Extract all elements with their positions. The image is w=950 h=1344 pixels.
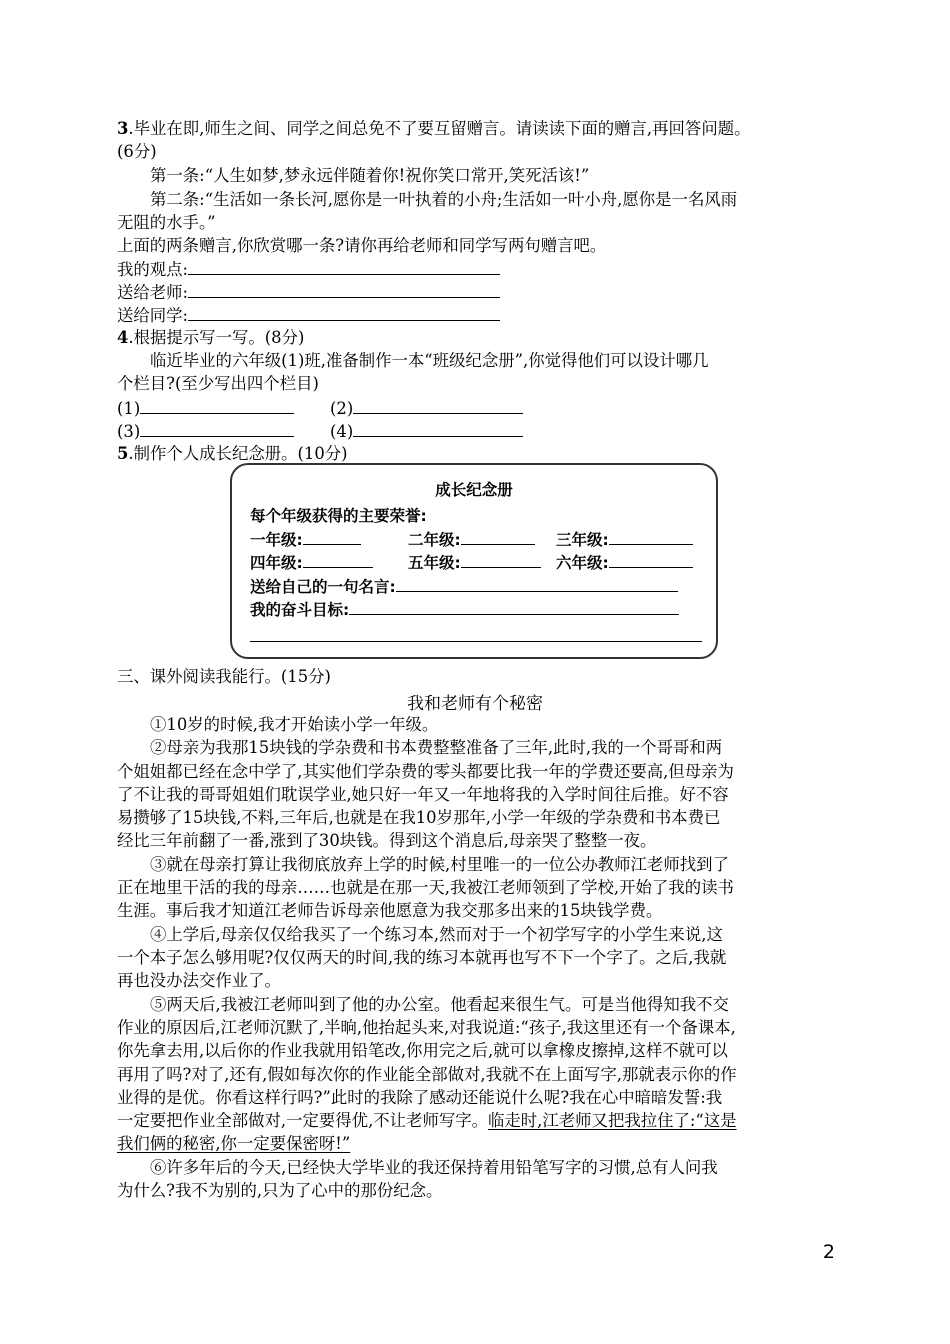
grade-2-label: 二年级: <box>408 531 461 549</box>
q3-message-2a: 第二条:“生活如一条长河,愿你是一叶执着的小舟;生活如一叶小舟,愿你是一名风雨 <box>150 190 738 209</box>
q3-view-label: 我的观点: <box>117 260 189 279</box>
q4-text: .根据提示写一写。(8分) <box>128 328 305 347</box>
grade-6-label: 六年级: <box>556 554 609 572</box>
grade-3-label: 三年级: <box>556 531 609 549</box>
grade-6-blank[interactable] <box>609 552 693 568</box>
passage-p2-1: ②母亲为我那15块钱的学杂费和书本费整整准备了三年,此时,我的一个哥哥和两 <box>150 738 723 757</box>
q3-teacher-label: 送给老师: <box>117 283 189 302</box>
q3-message-1: 第一条:“人生如梦,梦永远伴随着你!祝你笑口常开,笑死活该!” <box>150 166 590 185</box>
q4-item-1 <box>117 397 294 419</box>
q4-item-3-label: (3) <box>117 422 141 441</box>
passage-p6-1: ⑥许多年后的今天,已经快大学毕业的我还保持着用铅笔写字的习惯,总有人问我 <box>150 1158 718 1177</box>
passage-p4-3: 再也没办法交作业了。 <box>117 971 281 990</box>
q4-desc-a: 临近毕业的六年级(1)班,准备制作一本“班级纪念册”,你觉得他们可以设计哪几 <box>150 351 709 370</box>
q5-number: 5 <box>117 444 129 463</box>
booklet-honors-label: 每个年级获得的主要荣誉: <box>250 507 427 525</box>
q4-item-2 <box>330 397 523 419</box>
q3-classmate-blank[interactable] <box>188 304 500 321</box>
passage-p2-2: 个姐姐都已经在念中学了,其实他们学杂费的零头都要比我一年的学费还要高,但母亲为 <box>117 762 734 781</box>
q3-view-row <box>117 258 500 280</box>
q3-score: (6分) <box>117 142 157 161</box>
q3-prompt <box>117 118 751 139</box>
page-number: 2 <box>822 1241 835 1263</box>
q4-number: 4 <box>117 328 129 347</box>
q3-view-blank[interactable] <box>188 258 500 275</box>
passage-p3-3: 生涯。事后我才知道江老师告诉母亲他愿意为我交那多出来的15块钱学费。 <box>117 901 663 920</box>
passage-underlined-sentence-b: 我们俩的秘密,你一定要保密呀!” <box>117 1134 351 1153</box>
q3-question: 上面的两条赠言,你欣赏哪一条?请你再给老师和同学写两句赠言吧。 <box>117 236 607 255</box>
booklet-grade-6 <box>556 552 693 573</box>
booklet-title: 成长纪念册 <box>435 481 513 499</box>
passage-p5-2: 作业的原因后,江老师沉默了,半晌,他抬起头来,对我说道:“孩子,我这里还有一个备课本, <box>117 1018 736 1037</box>
q4-item-2-label: (2) <box>330 399 354 418</box>
q4-desc-b: 个栏目?(至少写出四个栏目) <box>117 374 319 393</box>
q4-item-4-blank[interactable] <box>353 420 523 437</box>
passage-p5-4: 再用了吗?对了,还有,假如每次你的作业能全部做对,我就不在上面写字,那就表示你的作 <box>117 1065 737 1084</box>
q5-text: .制作个人成长纪念册。(10分) <box>128 444 348 463</box>
q4-item-3-blank[interactable] <box>140 420 294 437</box>
booklet-goal <box>250 599 679 620</box>
passage-p5-5: 业得的是优。你看这样行吗?”此时的我除了感动还能说什么呢?我在心中暗暗发誓:我 <box>117 1088 723 1107</box>
passage-p5-1: ⑤两天后,我被江老师叫到了他的办公室。他看起来很生气。可是当他得知我不交 <box>150 995 729 1014</box>
growth-booklet-box <box>230 463 718 659</box>
motto-blank[interactable] <box>396 576 678 592</box>
passage-p5-7 <box>117 1133 350 1154</box>
passage-p5-3: 你先拿去用,以后你的作业我就用铅笔改,你用完之后,就可以拿橡皮擦掉,这样不就可以 <box>117 1041 728 1060</box>
passage-p5-6-plain: 一定要把作业全部做对,一定要得优,不让老师写字。 <box>117 1111 489 1130</box>
goal-blank[interactable] <box>349 599 679 615</box>
passage-p2-4: 易攒够了15块钱,不料,三年后,也就是在我10岁那年,小学一年级的学杂费和书本费已 <box>117 808 721 827</box>
section3-heading: 三、课外阅读我能行。(15分) <box>117 667 331 686</box>
booklet-grade-2 <box>408 529 535 550</box>
q4-item-1-label: (1) <box>117 399 141 418</box>
q3-classmate-label: 送给同学: <box>117 306 189 325</box>
booklet-grade-5 <box>408 552 541 573</box>
q3-classmate-row <box>117 304 500 326</box>
q3-text: .毕业在即,师生之间、同学之间总免不了要互留赠言。请读读下面的赠言,再回答问题。 <box>128 119 751 138</box>
q4-prompt <box>117 327 304 348</box>
passage-title: 我和老师有个秘密 <box>407 694 543 714</box>
passage-p2-5: 经比三年前翻了一番,涨到了30块钱。得到这个消息后,母亲哭了整整一夜。 <box>117 831 657 850</box>
q4-item-4-label: (4) <box>330 422 354 441</box>
grade-4-label: 四年级: <box>250 554 303 572</box>
grade-4-blank[interactable] <box>303 552 373 568</box>
passage-p5-6 <box>117 1110 737 1131</box>
grade-1-blank[interactable] <box>303 529 361 545</box>
q3-number: 3 <box>117 119 129 138</box>
motto-label: 送给自己的一句名言: <box>250 578 396 596</box>
q4-item-3 <box>117 420 294 442</box>
booklet-grade-3 <box>556 529 693 550</box>
grade-5-blank[interactable] <box>461 552 541 568</box>
q3-message-2b: 无阻的水手。” <box>117 213 216 232</box>
passage-p3-1: ③就在母亲打算让我彻底放弃上学的时候,村里唯一的一位公办教师江老师找到了 <box>150 855 729 874</box>
q4-item-4 <box>330 420 523 442</box>
passage-p1: ①10岁的时候,我才开始读小学一年级。 <box>150 715 439 734</box>
passage-underlined-sentence-a: 临走时,江老师又把我拉住了:“这是 <box>488 1111 737 1130</box>
goal-extra-line[interactable] <box>250 641 702 642</box>
grade-3-blank[interactable] <box>609 529 693 545</box>
passage-p4-1: ④上学后,母亲仅仅给我买了一个练习本,然而对于一个初学写字的小学生来说,这 <box>150 925 723 944</box>
passage-p3-2: 正在地里干活的我的母亲……也就是在那一天,我被江老师领到了学校,开始了我的读书 <box>117 878 734 897</box>
grade-1-label: 一年级: <box>250 531 303 549</box>
booklet-grade-1 <box>250 529 361 550</box>
booklet-grade-4 <box>250 552 373 573</box>
grade-5-label: 五年级: <box>408 554 461 572</box>
passage-p6-2: 为什么?我不为别的,只为了心中的那份纪念。 <box>117 1181 443 1200</box>
q4-item-2-blank[interactable] <box>353 397 523 414</box>
booklet-motto <box>250 576 678 597</box>
grade-2-blank[interactable] <box>461 529 535 545</box>
passage-p4-2: 一个本子怎么够用呢?仅仅两天的时间,我的练习本就再也写不下一个字了。之后,我就 <box>117 948 727 967</box>
q4-item-1-blank[interactable] <box>140 397 294 414</box>
q3-teacher-row <box>117 281 500 303</box>
goal-label: 我的奋斗目标: <box>250 601 350 619</box>
q5-prompt <box>117 443 348 464</box>
q3-teacher-blank[interactable] <box>188 281 500 298</box>
passage-p2-3: 了不让我的哥哥姐姐们耽误学业,她只好一年又一年地将我的入学时间往后推。好不容 <box>117 785 729 804</box>
